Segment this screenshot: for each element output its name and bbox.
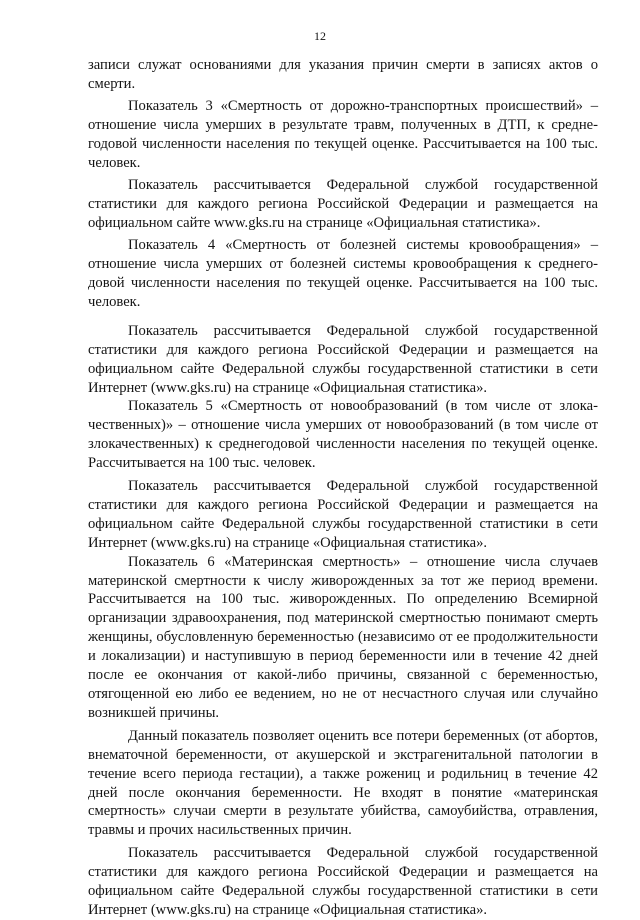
paragraph-indicator-6-source: Показатель рассчитывается Федеральной службой государственной статистики для каждого региона Российской Федерации и размещается на официальном сайте Федеральной службы государственной статистики в сети Интернет (www.gks.ru) на странице «Официальная статистика». — [88, 845, 598, 918]
page-number: 12 — [314, 29, 326, 43]
paragraph-indicator-3: Показатель 3 «Смертность от дорожно-транспортных происшествий» – отношение числа умерших в результате травм, полученных в ДТП, к среднегодовой численности населения по текущей оценке. Рассчитывается на 100 тыс. человек. — [88, 97, 598, 171]
document-body — [88, 56, 598, 920]
paragraph-indicator-6-scope: Данный показатель позволяет оценить все потери беременных (от абортов, внематочной беременности, от акушерской и экстрагенитальной патологии в течение всего периода гестации), а также рожениц и родильниц в течение 42 дней после окончания беременности. Не входят в понятие «материнская смертность» случаи смерти в результате убийства, самоубийства, отравления, травмы и прочих насильственных причин. — [88, 727, 598, 839]
paragraph-indicator-5: Показатель 5 «Смертность от новообразований (в том числе от злокачественных)» – отношение числа умерших от новообразований (в том числе от злокачественных) к среднегодовой численности населения по текущей оценке. Рассчитывается на 100 тыс. человек. — [88, 398, 598, 472]
paragraph-indicator-6: Показатель 6 «Материнская смертность» – отношение числа случаев материнской смертности к числу живорожденных за тот же период времени. Рассчитывается на 100 тыс. живорожденных. По определению Всемирной организации здравоохранения, под материнской смертностью понимают смерть женщины, обусловленную беременностью (независимо от ее продолжительности и локализации) и наступившую в период беременности или в течение 42 дней после ее окончания от какой-либо причины, связанной с беременностью, отягощенной ею либо ее ведением, но не от несчастного случая или случайно возникшей причины. — [88, 553, 598, 721]
paragraph-indicator-3-source: Показатель рассчитывается Федеральной службой государственной статистики для каждого региона Российской Федерации и размещается на официальном сайте www.gks.ru на странице «Официальная статистика». — [88, 177, 598, 232]
paragraph-indicator-5-source: Показатель рассчитывается Федеральной службой государственной статистики для каждого региона Российской Федерации и размещается на официальном сайте Федеральной службы государственной статистики в сети Интернет (www.gks.ru) на странице «Официальная статистика». — [88, 478, 598, 551]
paragraph-indicator-4: Показатель 4 «Смертность от болезней системы кровообращения» – отношение числа умерших от болезней системы кровообращения к среднегодовой численности населения по текущей оценке. Рассчитывается на 100 тыс. человек. — [88, 237, 598, 310]
paragraph-indicator-4-source: Показатель рассчитывается Федеральной службой государственной статистики для каждого региона Российской Федерации и размещается на официальном сайте Федеральной службы государственной статистики в сети Интернет (www.gks.ru) на странице «Официальная статистика». — [88, 322, 598, 396]
paragraph-continuation: записи служат основаниями для указания причин смерти в записях актов о смерти. — [88, 57, 598, 92]
